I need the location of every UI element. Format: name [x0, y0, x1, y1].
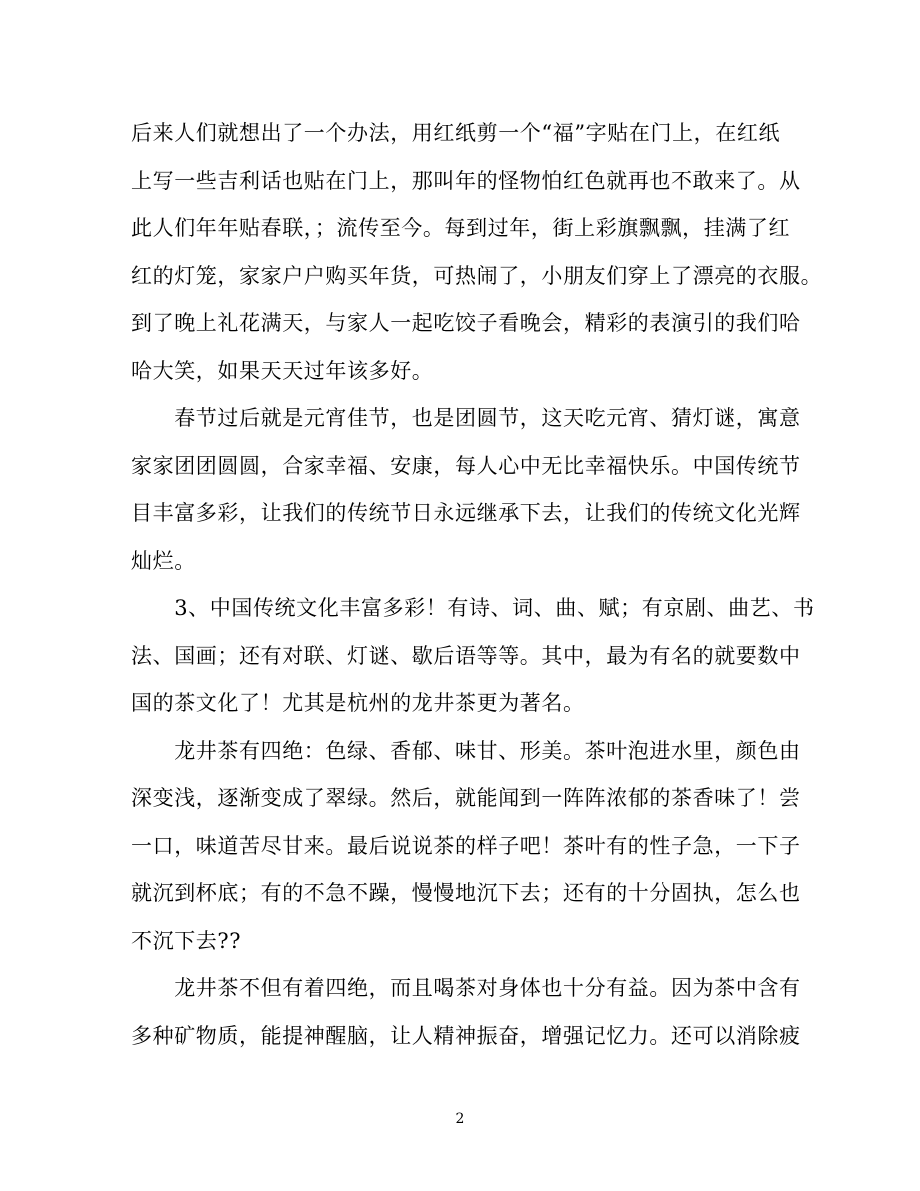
- page-number: 2: [455, 1111, 465, 1127]
- text-line: 后来人们就想出了一个办法，用红纸剪一个“福”字贴在门上，在红纸: [131, 121, 781, 145]
- text-line: 春节过后就是元宵佳节，也是团圆节，这天吃元宵、猜灯谜，寓意: [131, 406, 801, 430]
- text-line: 此人们年年贴春联，；流传至今。每到过年，街上彩旗飘飘，挂满了红: [131, 216, 791, 240]
- text-line: 不沉下去??: [131, 929, 242, 953]
- text-line: 3、中国传统文化丰富多彩！有诗、词、曲、赋；有京剧、曲艺、书: [131, 596, 815, 620]
- text-line: 国的茶文化了！尤其是杭州的龙井茶更为著名。: [131, 691, 585, 715]
- text-line: 家家团团圆圆，合家幸福、安康，每人心中无比幸福快乐。中国传统节: [131, 454, 801, 478]
- text-line: 多种矿物质，能提神醒脑，让人精神振奋，增强记忆力。还可以消除疲: [131, 1024, 801, 1048]
- text-line: 上写一些吉利话也贴在门上，那叫年的怪物怕红色就再也不敢来了。从: [131, 169, 801, 193]
- text-line: 龙井茶不但有着四绝，而且喝茶对身体也十分有益。因为茶中含有: [131, 976, 801, 1000]
- text-line: 一口，味道苦尽甘来。最后说说茶的样子吧！茶叶有的性子急，一下子: [131, 834, 801, 858]
- text-line: 深变浅，逐渐变成了翠绿。然后，就能闻到一阵阵浓郁的茶香味了！尝: [131, 786, 801, 810]
- text-line: 哈大笑，如果天天过年该多好。: [131, 359, 434, 383]
- text-line: 龙井茶有四绝：色绿、香郁、味甘、形美。茶叶泡进水里，颜色由: [131, 739, 801, 763]
- text-line: 目丰富多彩，让我们的传统节日永远继承下去，让我们的传统文化光辉: [131, 501, 801, 525]
- text-line: 法、国画；还有对联、灯谜、歇后语等等。其中，最为有名的就要数中: [131, 644, 801, 668]
- text-line: 红的灯笼，家家户户购买年货，可热闹了，小朋友们穿上了漂亮的衣服。: [131, 264, 823, 288]
- text-line: 到了晚上礼花满天，与家人一起吃饺子看晚会，精彩的表演引的我们哈: [131, 311, 801, 335]
- text-line: 就沉到杯底；有的不急不躁，慢慢地沉下去；还有的十分固执，怎么也: [131, 881, 801, 905]
- text-line: 灿烂。: [131, 549, 196, 573]
